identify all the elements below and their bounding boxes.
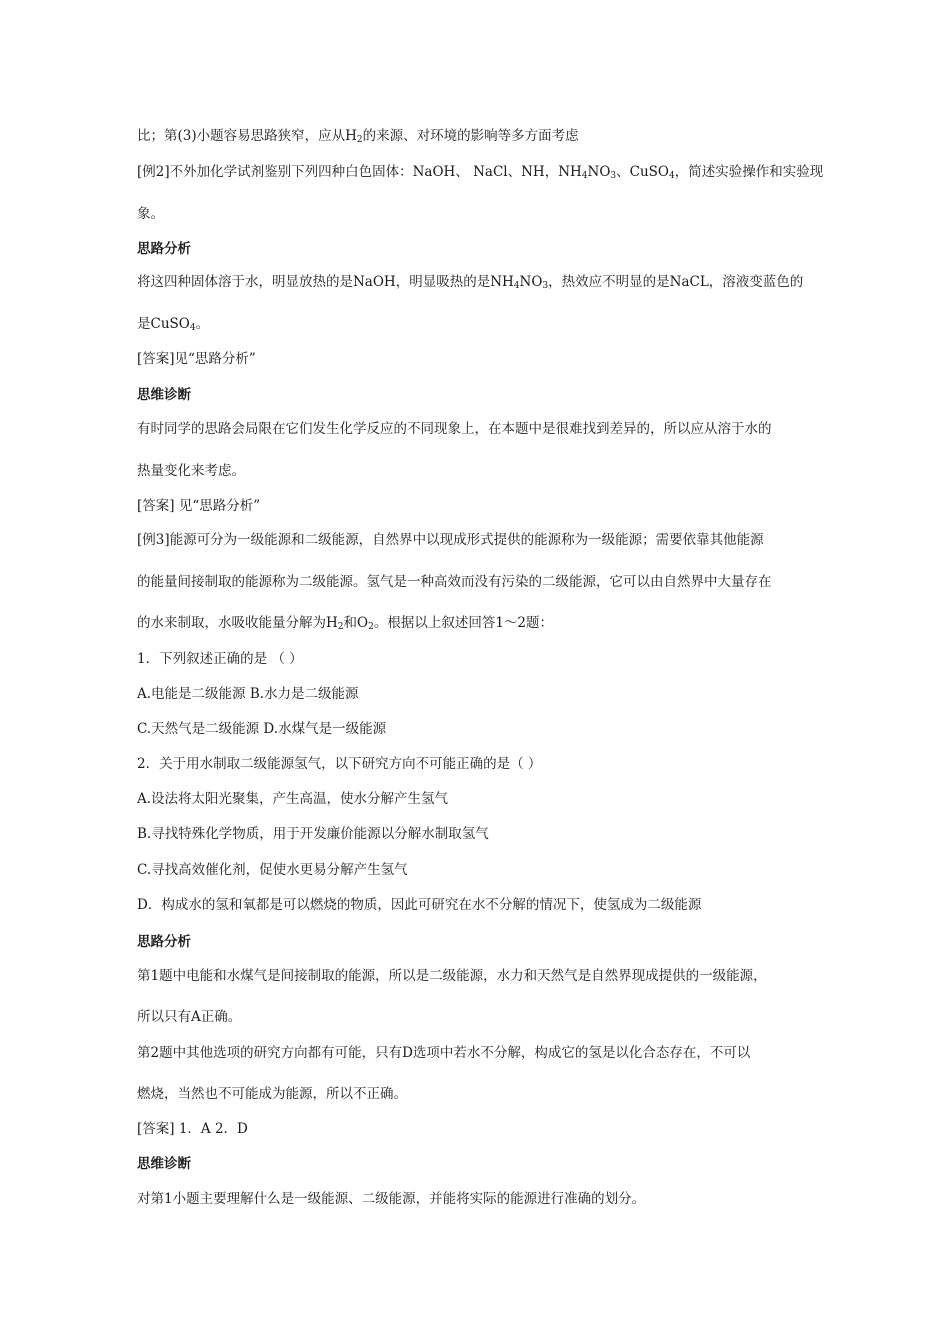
text-line: 对第1小题主要理解什么是一级能源、二级能源，并能将实际的能源进行准确的划分。: [137, 1191, 646, 1207]
text-run: 。根据以上叙述回答1～2题：: [373, 615, 554, 631]
question-line: 2．关于用水制取二级能源氢气，以下研究方向不可能正确的是（ ）: [137, 756, 542, 772]
section-heading: 思维诊断: [137, 387, 191, 403]
text-line: 有时同学的思路会局限在它们发生化学反应的不同现象上，在本题中是很难找到差异的，所以应从溶于水的: [137, 421, 772, 437]
text-run: NO: [587, 164, 611, 180]
answer-line: [答案]见“思路分析”: [137, 351, 256, 367]
option-line: A.设法将太阳光聚集，产生高温，使水分解产生氢气: [137, 791, 449, 807]
text-run: ，热效应不明显的是NaCL，溶液变蓝色的: [548, 274, 804, 290]
text-line: [137, 127, 837, 145]
text-line: 第2题中其他选项的研究方向都有可能，只有D选项中若水不分解，构成它的氢是以化合态存在，不可以: [137, 1045, 751, 1061]
option-line: B.寻找特殊化学物质，用于开发廉价能源以分解水制取氢气: [137, 826, 489, 842]
text-run: 和O: [343, 615, 369, 631]
text-run: 的来源、对环境的影响等多方面考虑: [362, 128, 579, 144]
text-run: 比；第(3)小题容易思路狭窄，应从H: [137, 128, 357, 144]
text-run: NO: [519, 274, 543, 290]
text-line: 的能量间接制取的能源称为二级能源。氢气是一种高效而没有污染的二级能源，它可以由自然界中大量存在: [137, 574, 772, 590]
question-line: 1．下列叙述正确的是 （ ）: [137, 651, 303, 667]
subscript: 4: [513, 281, 520, 291]
section-heading: 思维诊断: [137, 1156, 191, 1172]
text-run: 、CuSO: [616, 164, 669, 180]
option-line: A.电能是二级能源 B.水力是二级能源: [137, 686, 359, 702]
option-line: D．构成水的氢和氧都是可以燃烧的物质，因此可研究在水不分解的情况下，使氢成为二级能源: [137, 897, 702, 913]
text-line: 第1题中电能和水煤气是间接制取的能源，所以是二级能源，水力和天然气是自然界现成提供的一级能源，: [137, 968, 767, 984]
subscript: 2: [337, 622, 344, 632]
text-line: 燃烧，当然也不可能成为能源，所以不正确。: [137, 1086, 407, 1102]
text-line: [例3]能源可分为一级能源和二级能源，自然界中以现成形式提供的能源称为一级能源；需要依靠其他能源: [137, 532, 764, 548]
subscript: 2: [356, 135, 363, 145]
answer-line: [答案] 见“思路分析”: [137, 498, 261, 514]
answer-line: [答案] 1．A 2．D: [137, 1121, 248, 1137]
subscript: 2: [368, 622, 374, 632]
text-run: ，简述实验操作和实验现: [674, 164, 824, 180]
text-run: 的水来制取，水吸收能量分解为H: [137, 615, 338, 631]
text-run: [例2]不外加化学试剂鉴别下列四种白色固体：NaOH、 NaCl、NH，NH: [137, 164, 582, 180]
subscript: 4: [581, 171, 588, 181]
subscript: 3: [542, 281, 549, 291]
option-line: C.天然气是二级能源 D.水煤气是一级能源: [137, 721, 387, 737]
text-line: 所以只有A正确。: [137, 1009, 242, 1025]
subscript: 4: [189, 323, 196, 333]
text-run: 将这四种固体溶于水，明显放热的是NaOH，明显吸热的是NH: [137, 274, 514, 290]
text-run: 是CuSO: [137, 316, 190, 332]
text-line: [137, 163, 837, 181]
text-line: [137, 315, 837, 333]
subscript: 4: [669, 171, 675, 181]
text-line: 热量变化来考虑。: [137, 463, 245, 479]
option-line: C.寻找高效催化剂，促使水更易分解产生氢气: [137, 862, 408, 878]
section-heading: 思路分析: [137, 241, 191, 257]
section-heading: 思路分析: [137, 934, 191, 950]
text-run: 。: [195, 316, 210, 332]
text-line: [137, 614, 837, 632]
subscript: 3: [610, 171, 617, 181]
text-line: [137, 273, 837, 291]
text-line: 象。: [137, 206, 164, 222]
